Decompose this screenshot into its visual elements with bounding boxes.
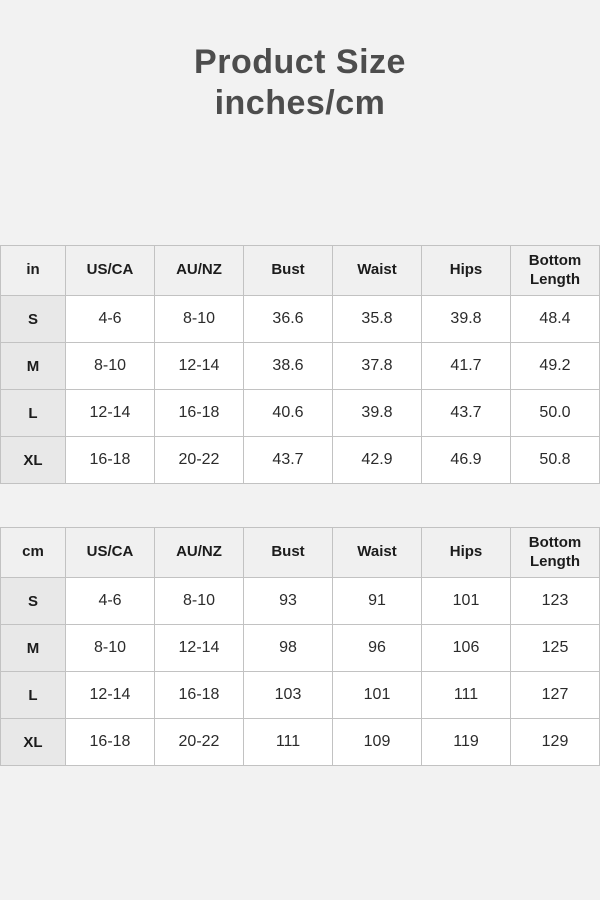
size-label-cell: L	[1, 390, 66, 437]
value-cell: 111	[422, 672, 511, 719]
column-header-cell: Waist	[333, 246, 422, 296]
value-cell: 42.9	[333, 437, 422, 484]
size-label-cell: L	[1, 672, 66, 719]
value-cell: 39.8	[333, 390, 422, 437]
page-title	[0, 42, 600, 124]
value-cell: 91	[333, 578, 422, 625]
value-cell: 98	[244, 625, 333, 672]
unit-header-cell: in	[1, 246, 66, 296]
unit-header-cell: cm	[1, 528, 66, 578]
value-cell: 50.8	[511, 437, 600, 484]
page-title-line1: Product Size	[194, 43, 406, 81]
value-cell: 125	[511, 625, 600, 672]
value-cell: 101	[422, 578, 511, 625]
size-label-cell: M	[1, 625, 66, 672]
table-row	[1, 719, 600, 766]
value-cell: 41.7	[422, 343, 511, 390]
column-header-cell: Hips	[422, 246, 511, 296]
size-table-inches	[0, 245, 600, 484]
size-table-cm	[0, 527, 600, 766]
column-header-cell: Bust	[244, 528, 333, 578]
size-label-cell: XL	[1, 437, 66, 484]
value-cell: 40.6	[244, 390, 333, 437]
size-label-cell: S	[1, 296, 66, 343]
value-cell: 12-14	[66, 672, 155, 719]
value-cell: 49.2	[511, 343, 600, 390]
value-cell: 48.4	[511, 296, 600, 343]
value-cell: 4-6	[66, 296, 155, 343]
value-cell: 103	[244, 672, 333, 719]
column-header-cell: US/CA	[66, 528, 155, 578]
table-row	[1, 437, 600, 484]
column-header-cell: Bottom Length	[511, 246, 600, 296]
value-cell: 12-14	[155, 343, 244, 390]
value-cell: 101	[333, 672, 422, 719]
column-header-cell: AU/NZ	[155, 528, 244, 578]
size-label-cell: M	[1, 343, 66, 390]
value-cell: 16-18	[66, 437, 155, 484]
header-row	[1, 528, 600, 578]
page-title-line2: inches/cm	[214, 84, 386, 122]
table-row	[1, 578, 600, 625]
value-cell: 50.0	[511, 390, 600, 437]
value-cell: 4-6	[66, 578, 155, 625]
value-cell: 39.8	[422, 296, 511, 343]
header-row	[1, 246, 600, 296]
value-cell: 111	[244, 719, 333, 766]
value-cell: 106	[422, 625, 511, 672]
value-cell: 93	[244, 578, 333, 625]
column-header-cell: Bottom Length	[511, 528, 600, 578]
value-cell: 8-10	[155, 578, 244, 625]
value-cell: 127	[511, 672, 600, 719]
value-cell: 38.6	[244, 343, 333, 390]
value-cell: 37.8	[333, 343, 422, 390]
value-cell: 12-14	[155, 625, 244, 672]
size-label-cell: S	[1, 578, 66, 625]
value-cell: 109	[333, 719, 422, 766]
value-cell: 35.8	[333, 296, 422, 343]
value-cell: 20-22	[155, 719, 244, 766]
value-cell: 46.9	[422, 437, 511, 484]
value-cell: 8-10	[66, 343, 155, 390]
size-label-cell: XL	[1, 719, 66, 766]
value-cell: 12-14	[66, 390, 155, 437]
column-header-cell: AU/NZ	[155, 246, 244, 296]
value-cell: 8-10	[155, 296, 244, 343]
value-cell: 123	[511, 578, 600, 625]
table-row	[1, 672, 600, 719]
table-row	[1, 343, 600, 390]
value-cell: 129	[511, 719, 600, 766]
value-cell: 43.7	[422, 390, 511, 437]
column-header-cell: US/CA	[66, 246, 155, 296]
value-cell: 43.7	[244, 437, 333, 484]
value-cell: 8-10	[66, 625, 155, 672]
column-header-cell: Hips	[422, 528, 511, 578]
value-cell: 96	[333, 625, 422, 672]
value-cell: 119	[422, 719, 511, 766]
value-cell: 16-18	[155, 672, 244, 719]
value-cell: 36.6	[244, 296, 333, 343]
table-row	[1, 296, 600, 343]
value-cell: 20-22	[155, 437, 244, 484]
value-cell: 16-18	[155, 390, 244, 437]
column-header-cell: Waist	[333, 528, 422, 578]
value-cell: 16-18	[66, 719, 155, 766]
column-header-cell: Bust	[244, 246, 333, 296]
table-row	[1, 625, 600, 672]
table-row	[1, 390, 600, 437]
